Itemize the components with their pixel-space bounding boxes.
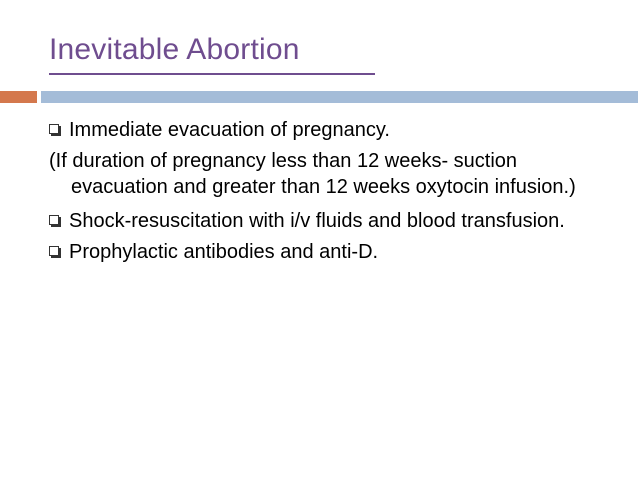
bullet-item bbox=[49, 239, 619, 265]
bullet-item bbox=[49, 117, 619, 143]
square-bullet-icon bbox=[49, 215, 59, 225]
title-underline bbox=[49, 73, 375, 75]
square-bullet-icon bbox=[49, 124, 59, 134]
bullet-item bbox=[49, 208, 619, 234]
slide-body bbox=[49, 117, 619, 270]
square-bullet-icon bbox=[49, 246, 59, 256]
bullet-text: Prophylactic antibodies and anti-D. bbox=[69, 241, 379, 263]
accent-bar-blue bbox=[41, 91, 638, 103]
slide-title: Inevitable Abortion bbox=[49, 33, 300, 66]
note-paragraph bbox=[49, 148, 619, 200]
accent-bar-orange bbox=[0, 91, 37, 103]
note-text: (If duration of pregnancy less than 12 weeks- suction evacuation and greater than 12 weeks oxytocin infusion.) bbox=[49, 150, 576, 198]
bullet-text: Immediate evacuation of pregnancy. bbox=[69, 119, 390, 141]
bullet-text: Shock-resuscitation with i/v fluids and blood transfusion. bbox=[69, 210, 565, 232]
